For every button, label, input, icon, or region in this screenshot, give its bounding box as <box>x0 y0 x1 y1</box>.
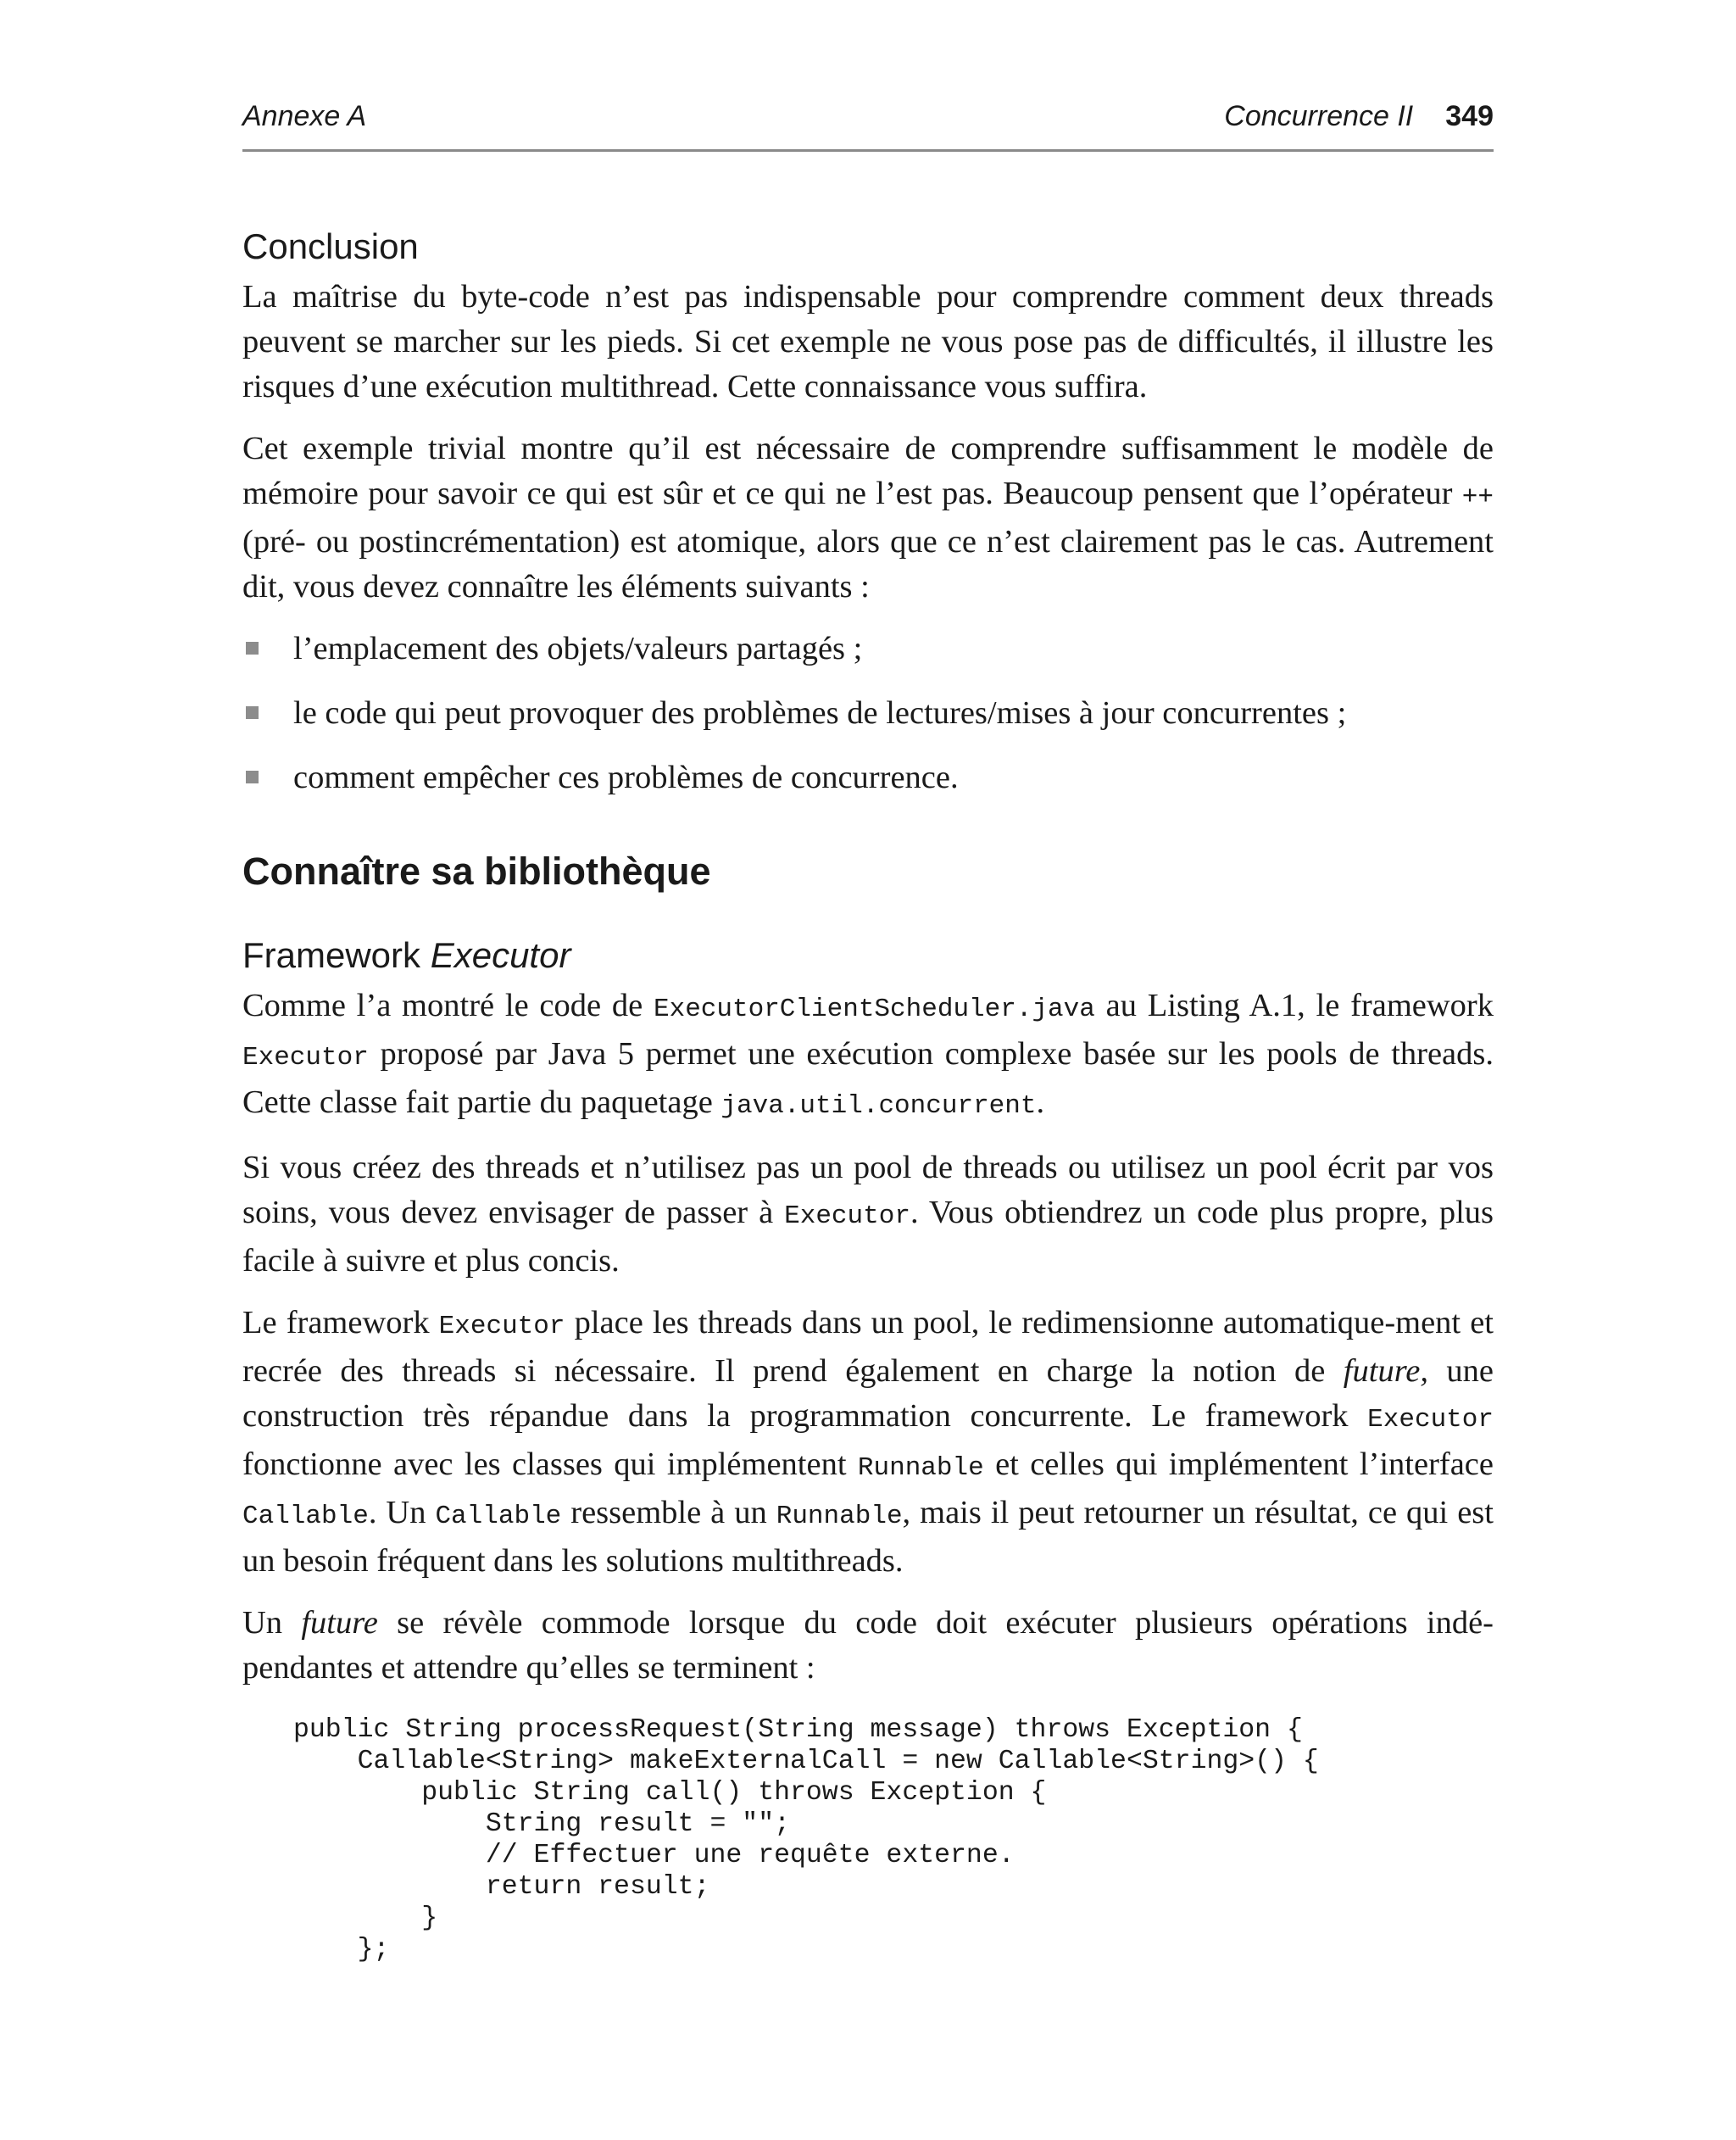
list-item: le code qui peut provoquer des problèmes de lectures/mises à jour concurrentes ; <box>242 691 1494 736</box>
inline-code: Executor <box>784 1201 910 1231</box>
header-rule <box>242 149 1494 152</box>
header-right <box>1224 100 1494 133</box>
executor-paragraph-2: Si vous créez des threads et n’utilisez pas un pool de threads ou utilisez un pool écrit par vos soins, vous devez envisager de passer à Executor. Vous obtiendrez un code plus propre, plus facile à suivre et plus concis. <box>242 1150 1494 1279</box>
page-body <box>242 222 1494 1965</box>
executor-paragraph-3: Le framework Executor place les threads dans un pool, le redimensionne automatique-ment et recrée des threads si nécessaire. Il prend également en charge la notion de future, une construction très répandue dans la programmation concurrente. Le framework Executor fonctionne avec les classes qui implémentent Runnable et celles qui implémentent l’interface Callable. Un Callable ressemble à un Runnable, mais il peut retourner un résultat, ce qui est un besoin fréquent dans les solutions multithreads. <box>242 1305 1494 1579</box>
list-item: l’emplacement des objets/valeurs partagés ; <box>242 627 1494 672</box>
section-heading: Connaître sa bibliothèque <box>242 850 711 893</box>
executor-paragraph-4: Un future se révèle commode lorsque du code doit exécuter plusieurs opérations indé-pendantes et attendre qu’elles se terminent : <box>242 1605 1494 1686</box>
inline-code: Runnable <box>857 1453 984 1483</box>
inline-code: Runnable <box>776 1502 903 1531</box>
conclusion-paragraph-2: Cet exemple trivial montre qu’il est nécessaire de comprendre suffisamment le modèle de mémoire pour savoir ce qui est sûr et ce qui ne l’est pas. Beaucoup pensent que l’opérateur ++ (pré- ou postincrémentation) est atomique, alors que ce n’est clairement pas le cas. Autrement dit, vous devez connaître les éléments suivants : <box>242 431 1494 605</box>
appendix-label: Annexe A <box>242 100 367 132</box>
square-bullet-icon <box>246 771 259 783</box>
square-bullet-icon <box>246 706 259 719</box>
section-title: Concurrence II <box>1224 100 1414 132</box>
inline-code: Executor <box>242 1043 369 1073</box>
square-bullet-icon <box>246 642 259 655</box>
inline-code: ExecutorClientScheduler.java <box>653 995 1095 1024</box>
conclusion-heading: Conclusion <box>242 226 419 266</box>
inline-code: Callable <box>242 1502 369 1531</box>
conclusion-paragraph-1: La maîtrise du byte-code n’est pas indispensable pour comprendre comment deux threads peuvent se marcher sur les pieds. Si cet exemple ne vous pose pas de difficultés, il illustre les risques d’une exécution multithread. Cette connaissance vous suffira. <box>242 279 1494 404</box>
inline-code: Executor <box>438 1312 565 1341</box>
executor-heading: Framework Executor <box>242 935 571 975</box>
inline-code: ++ <box>1461 482 1494 512</box>
code-listing: public String processRequest(String message) throws Exception { Callable<String> makeExternalCall = new Callable<String>() { public String call() throws Exception { String result = ""; // Effectuer une requête externe. return result; } }; <box>293 1715 1319 1964</box>
inline-code: Executor <box>1367 1405 1494 1435</box>
requirements-list <box>242 627 1494 800</box>
executor-paragraph-1: Comme l’a montré le code de ExecutorClientScheduler.java au Listing A.1, le framework Executor proposé par Java 5 permet une exécution complexe basée sur les pools de threads. Cette classe fait partie du paquetage java.util.concurrent. <box>242 988 1494 1121</box>
running-header <box>242 100 1494 137</box>
inline-code: Callable <box>435 1502 562 1531</box>
inline-code: java.util.concurrent <box>721 1091 1037 1121</box>
list-item: comment empêcher ces problèmes de concurrence. <box>242 755 1494 800</box>
page-number: 349 <box>1445 100 1494 132</box>
